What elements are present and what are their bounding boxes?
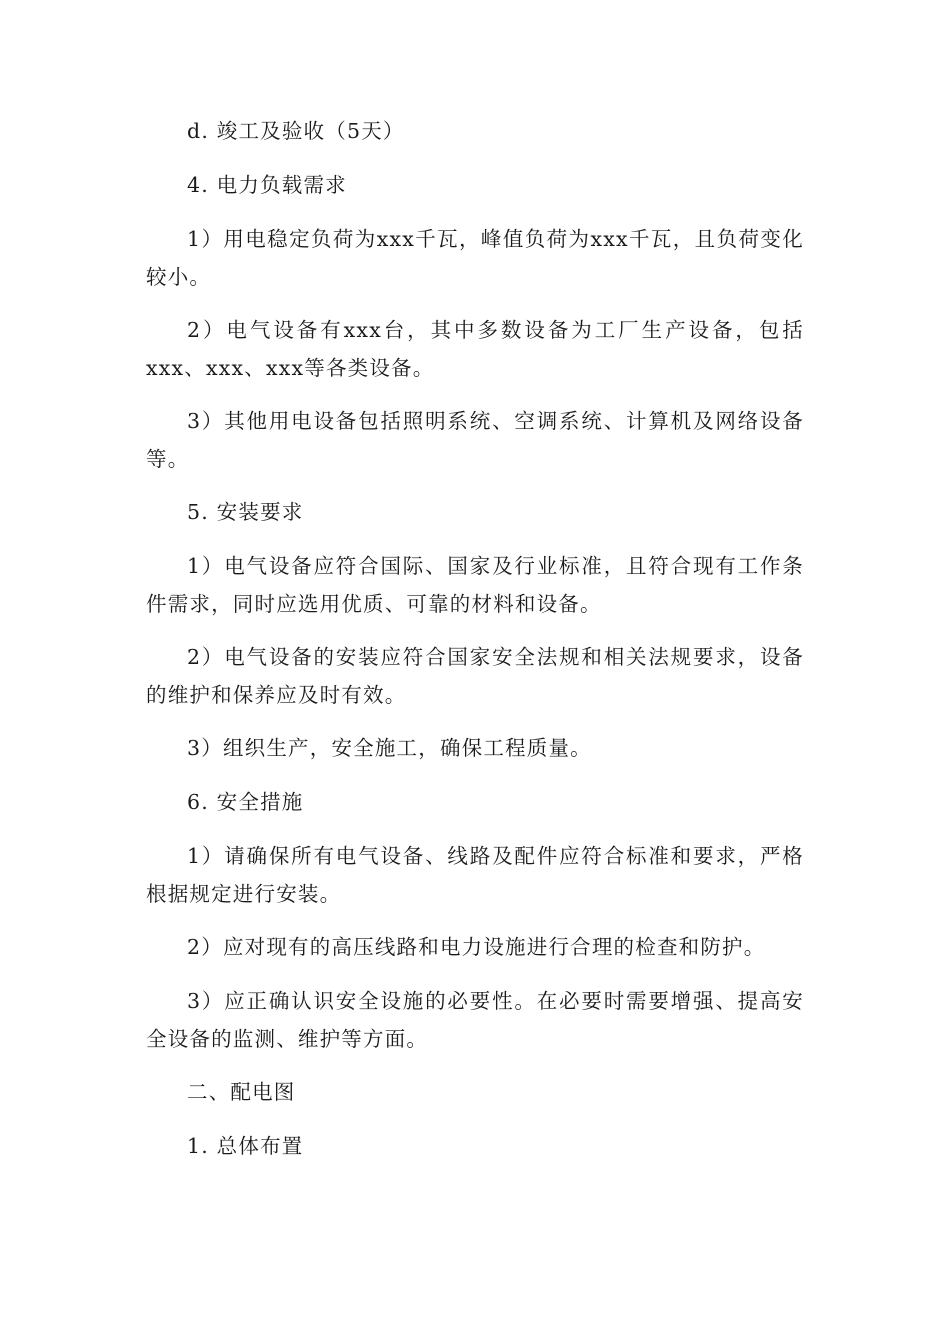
document-body <box>146 112 804 1181</box>
paragraph-install-1: 1）电气设备应符合国际、国家及行业标准，且符合现有工作条件需求，同时应选用优质、可靠的材料和设备。 <box>146 554 804 616</box>
heading-power-load: 4. 电力负载需求 <box>187 173 347 197</box>
paragraph-install-3: 3）组织生产，安全施工，确保工程质量。 <box>187 736 592 760</box>
paragraph-acceptance-item: d. 竣工及验收（5天） <box>187 119 405 143</box>
paragraph-load-3: 3）其他用电设备包括照明系统、空调系统、计算机及网络设备等。 <box>146 409 804 471</box>
heading-safety-measures: 6. 安全措施 <box>187 790 304 814</box>
paragraph-load-1: 1）用电稳定负荷为xxx千瓦，峰值负荷为xxx千瓦，且负荷变化较小。 <box>146 227 804 289</box>
heading-install-requirements: 5. 安装要求 <box>187 500 304 524</box>
heading-overall-layout: 1. 总体布置 <box>187 1134 304 1158</box>
heading-distribution-diagram: 二、配电图 <box>187 1080 296 1104</box>
paragraph-safety-1: 1）请确保所有电气设备、线路及配件应符合标准和要求，严格根据规定进行安装。 <box>146 844 804 906</box>
paragraph-install-2: 2）电气设备的安装应符合国家安全法规和相关法规要求，设备的维护和保养应及时有效。 <box>146 645 804 707</box>
paragraph-safety-3: 3）应正确认识安全设施的必要性。在必要时需要增强、提高安全设备的监测、维护等方面。 <box>146 989 804 1051</box>
paragraph-load-2: 2）电气设备有xxx台，其中多数设备为工厂生产设备，包括xxx、xxx、xxx等各类设备。 <box>146 318 804 380</box>
paragraph-safety-2: 2）应对现有的高压线路和电力设施进行合理的检查和防护。 <box>187 935 766 959</box>
